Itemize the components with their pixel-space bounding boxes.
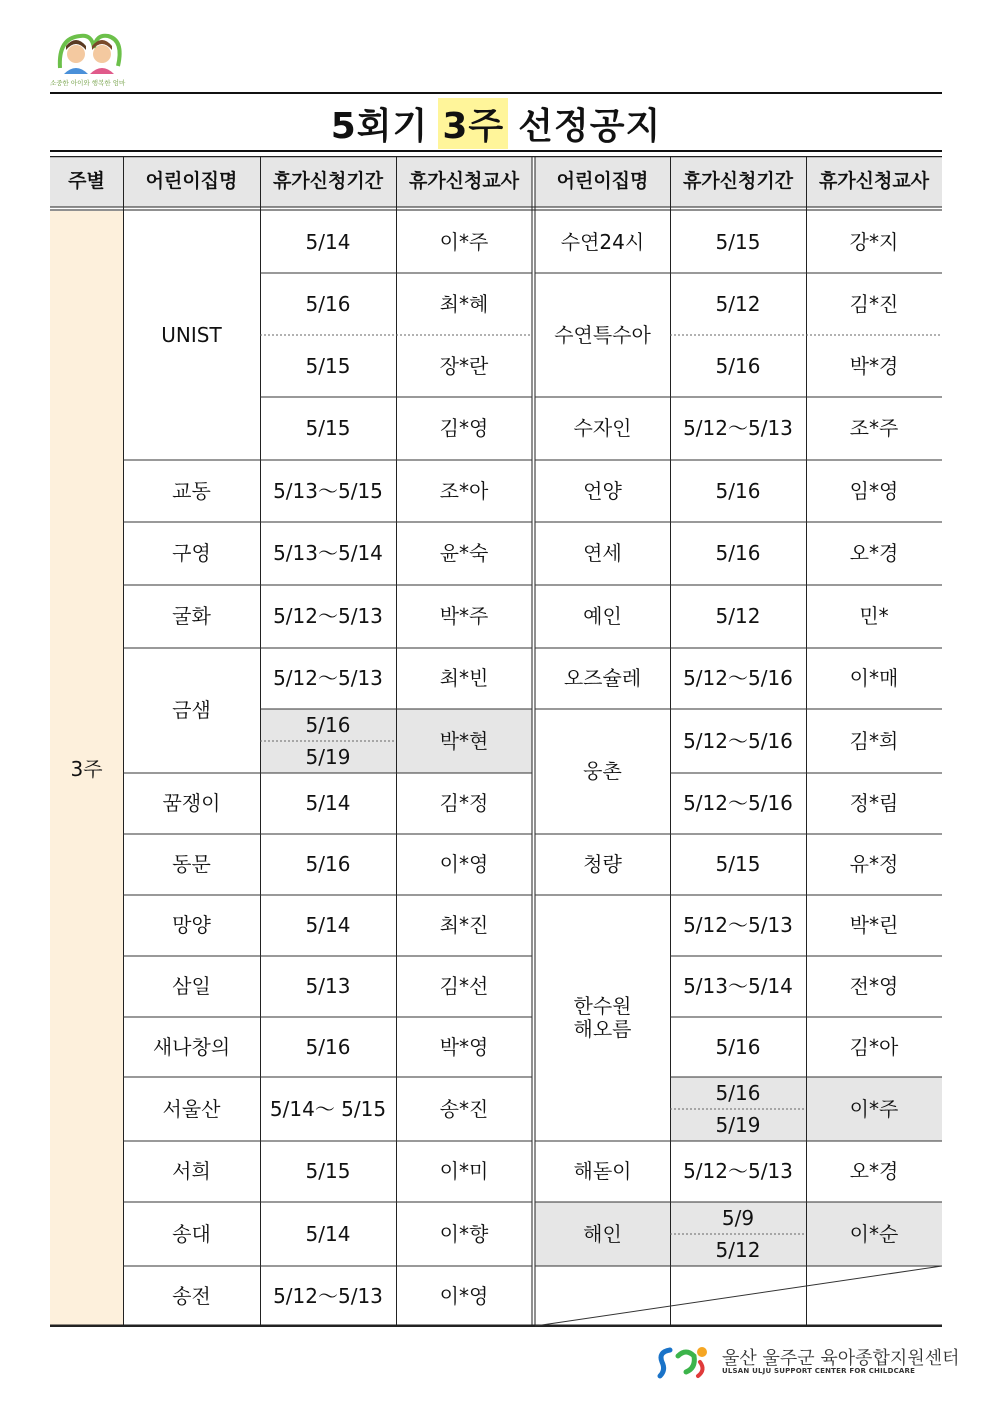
title-text: 선정공지 [518,105,662,147]
teacher-name: 민* [859,604,889,628]
selection-table [50,156,942,1327]
teacher-name: 정*림 [849,791,899,815]
week-label: 3주 [50,211,123,1327]
vacation-date: 5/12～5/13 [273,604,383,628]
teacher-name: 박*현 [439,728,489,753]
center-name: 수연24시 [560,229,645,254]
header-teacher-right: 휴가신청교사 [806,156,942,207]
teacher-name: 송*진 [439,1096,489,1121]
teacher-name: 이*영 [439,1284,489,1308]
vacation-date: 5/19 [305,744,351,769]
vacation-date: 5/15 [305,1159,351,1183]
title-round: 5회기 [330,105,429,147]
teacher-name: 김*진 [849,291,899,316]
vacation-date: 5/19 [715,1112,761,1137]
center-name: 수연특수아 [554,322,651,347]
center-name: 서울산 [162,1096,221,1121]
vacation-date: 5/12～5/13 [273,1284,383,1308]
teacher-name: 이*미 [439,1159,489,1183]
teacher-name: 박*린 [849,913,899,937]
vacation-date: 5/12 [715,1237,761,1262]
center-name: 예인 [583,604,622,628]
teacher-name: 이*향 [439,1221,489,1246]
vacation-date: 5/13～5/15 [273,478,383,503]
vacation-date: 5/9 [721,1205,755,1230]
vacation-date: 5/16 [305,291,351,316]
teacher-name: 이*주 [849,1096,899,1121]
vacation-date: 5/12～5/16 [683,666,793,690]
teacher-name: 조*아 [439,478,489,503]
center-name: 연세 [583,541,622,565]
vacation-date: 5/15 [305,353,351,378]
header-center-left: 어린이집명 [123,156,260,207]
logo-caption: 소중한 아이와 행복한 엄마 [50,79,126,87]
center-name: 동문 [172,852,211,876]
center-name: 서희 [172,1159,211,1183]
center-name: 청량 [583,852,622,876]
teacher-name: 윤*숙 [439,541,489,565]
teacher-name: 이*순 [849,1221,899,1246]
teacher-name: 박*영 [439,1034,489,1059]
vacation-date: 5/14 [305,229,351,254]
vacation-date: 5/16 [305,1034,351,1059]
vacation-date: 5/12～5/13 [683,416,793,440]
vacation-date: 5/12～5/16 [683,728,793,753]
center-name: 수자인 [573,416,632,440]
teacher-name: 유*정 [849,852,899,876]
vacation-date: 5/14 [305,913,351,937]
center-name: 금샘 [172,698,211,722]
header-teacher-left: 휴가신청교사 [396,156,532,207]
vacation-date: 5/14～ 5/15 [269,1096,387,1121]
teacher-name: 김*정 [439,791,489,815]
vacation-date: 5/16 [715,478,761,503]
vacation-date: 5/12 [715,604,761,628]
teacher-name: 오*경 [849,1159,899,1183]
vacation-date: 5/16 [715,541,761,565]
vacation-date: 5/16 [305,852,351,876]
center-name: 삼일 [172,974,211,998]
table-lines [50,156,942,1327]
organization-name: 울산 울주군 육아종합지원센터 [722,1348,960,1369]
teacher-name: 전*영 [849,974,899,998]
header-period-left: 휴가신청기간 [260,156,396,207]
vacation-date: 5/13 [305,974,351,998]
vacation-date: 5/12 [715,291,761,316]
teacher-name: 최*빈 [439,666,489,690]
teacher-name: 이*영 [439,852,489,876]
vacation-date: 5/13～5/14 [273,541,383,565]
vacation-date: 5/15 [715,852,761,876]
vacation-date: 5/16 [715,1080,761,1105]
organization-name-english: ULSAN ULJU SUPPORT CENTER FOR CHILDCARE [722,1367,916,1375]
teacher-name: 이*주 [439,229,489,254]
teacher-name: 김*희 [849,728,899,753]
vacation-date: 5/14 [305,1221,351,1246]
teacher-name: 최*혜 [439,291,489,316]
teacher-name: 박*주 [439,604,489,628]
header-center-right: 어린이집명 [535,156,670,207]
vacation-date: 5/15 [715,229,761,254]
center-name: 교동 [172,478,211,503]
vacation-date: 5/16 [715,1034,761,1059]
teacher-name: 박*경 [849,353,899,378]
vacation-date: 5/13～5/14 [683,974,793,998]
vacation-date: 5/12～5/16 [683,791,793,815]
center-name: 굴화 [172,604,211,628]
center-name: 꿈쟁이 [162,791,221,815]
center-name: 새나창의 [152,1034,231,1059]
center-name: 오즈슐레 [563,666,642,690]
center-name: 해돋이 [573,1159,632,1183]
vacation-date: 5/12～5/13 [273,666,383,690]
center-logo [50,28,130,88]
vacation-date: 5/12～5/13 [683,1159,793,1183]
teacher-name: 김*영 [439,416,489,440]
vacation-date: 5/16 [715,353,761,378]
teacher-name: 이*매 [849,666,899,690]
teacher-name: 장*란 [439,353,489,378]
vacation-date: 5/14 [305,791,351,815]
teacher-name: 오*경 [849,541,899,565]
center-name: 웅촌 [583,759,622,783]
vacation-date: 5/15 [305,416,351,440]
center-name: 송대 [172,1221,211,1246]
center-name: 송전 [172,1284,211,1308]
teacher-name: 김*아 [849,1034,899,1059]
page-title [50,96,942,150]
center-name: 망양 [172,913,211,937]
vacation-date: 5/12～5/13 [683,913,793,937]
teacher-name: 김*선 [439,974,489,998]
header-period-right: 휴가신청기간 [670,156,806,207]
center-name: 언양 [583,478,622,503]
center-name: 구영 [172,541,211,565]
center-name: 한수원 해오름 [573,994,632,1041]
teacher-name: 최*진 [439,913,489,937]
center-name: UNIST [161,323,222,347]
header-week: 주별 [50,156,123,207]
teacher-name: 조*주 [849,416,899,440]
teacher-name: 강*지 [849,229,899,254]
center-name: 해인 [583,1221,622,1246]
vacation-date: 5/16 [305,712,351,737]
teacher-name: 임*영 [849,478,899,503]
title-week-highlight: 3주 [438,98,508,149]
